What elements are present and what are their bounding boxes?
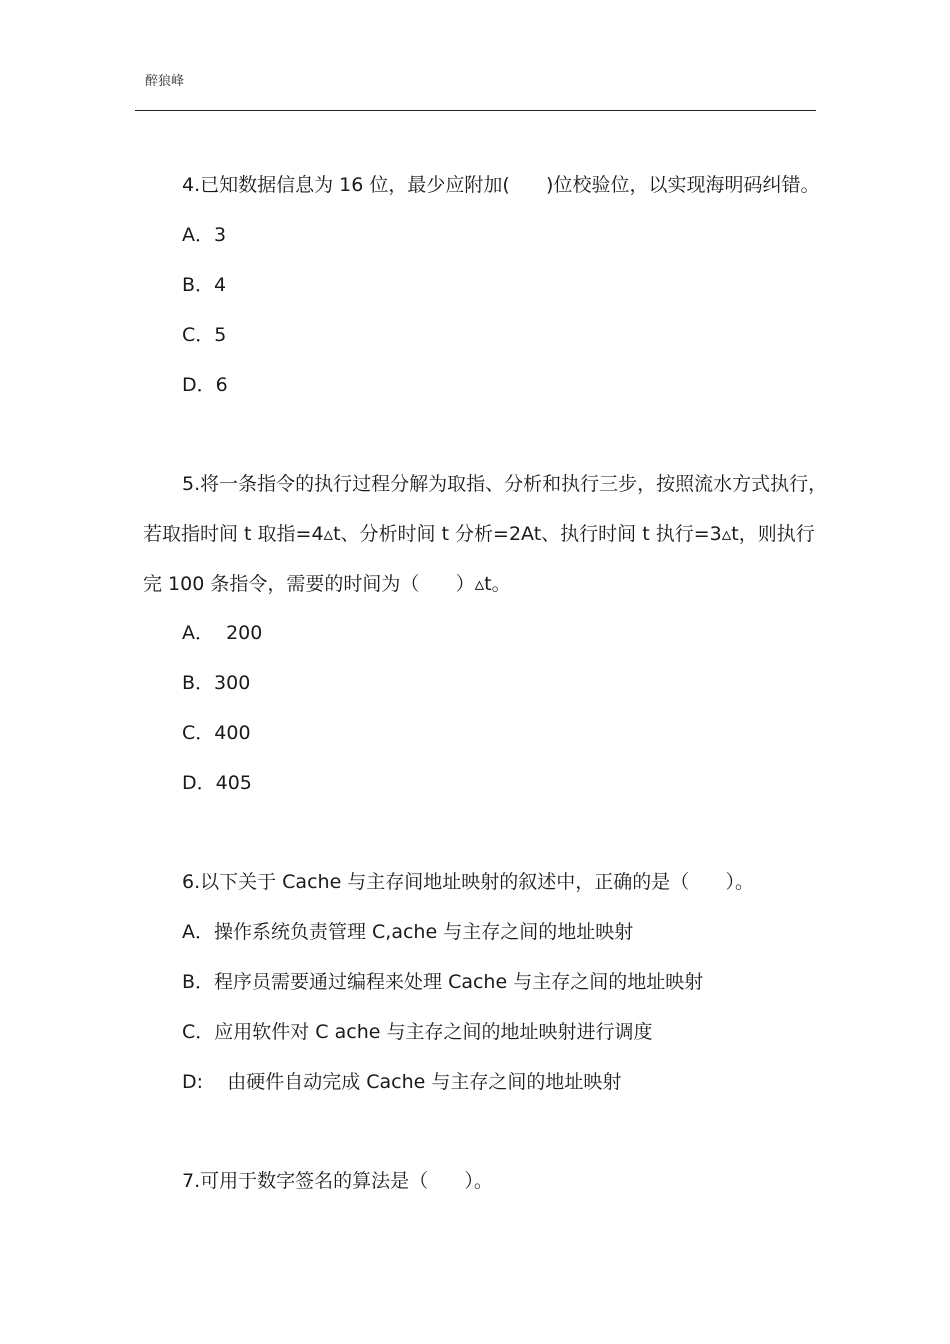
question-7-text: 7.可用于数字签名的算法是（ ）。 [182, 1170, 493, 1192]
question-4-option-c: C．5 [182, 324, 227, 346]
question-5-text-line-2: 若取指时间 t 取指=4▵t、分析时间 t 分析=2At、执行时间 t 执行=3▵t，则执行 [143, 523, 815, 545]
question-6-option-a: A．操作系统负责管理 C,ache 与主存之间的地址映射 [182, 921, 634, 943]
question-5-text-line-3: 完 100 条指令，需要的时间为（ ）▵t。 [143, 573, 511, 595]
question-4-text: 4.已知数据信息为 16 位，最少应附加( )位校验位，以实现海明码纠错。 [182, 174, 820, 196]
question-5-option-c: C．400 [182, 722, 251, 744]
question-4-option-d: D．6 [182, 374, 228, 396]
question-5-text-line-1: 5.将一条指令的执行过程分解为取指、分析和执行三步，按照流水方式执行， [182, 473, 828, 495]
question-6-option-c: C．应用软件对 C ache 与主存之间的地址映射进行调度 [182, 1021, 653, 1043]
question-4-option-b: B．4 [182, 274, 227, 296]
question-5-option-a: A． 200 [182, 622, 263, 644]
question-5-option-d: D．405 [182, 772, 252, 794]
question-6-option-b: B．程序员需要通过编程来处理 Cache 与主存之间的地址映射 [182, 971, 704, 993]
question-6-text: 6.以下关于 Cache 与主存间地址映射的叙述中，正确的是（ ）。 [182, 871, 755, 893]
page-header-author: 醉狼峰 [145, 74, 185, 89]
header-divider [135, 110, 816, 111]
question-5-option-b: B．300 [182, 672, 251, 694]
question-4-option-a: A．3 [182, 224, 227, 246]
question-6-option-d: D: 由硬件自动完成 Cache 与主存之间的地址映射 [182, 1071, 622, 1093]
